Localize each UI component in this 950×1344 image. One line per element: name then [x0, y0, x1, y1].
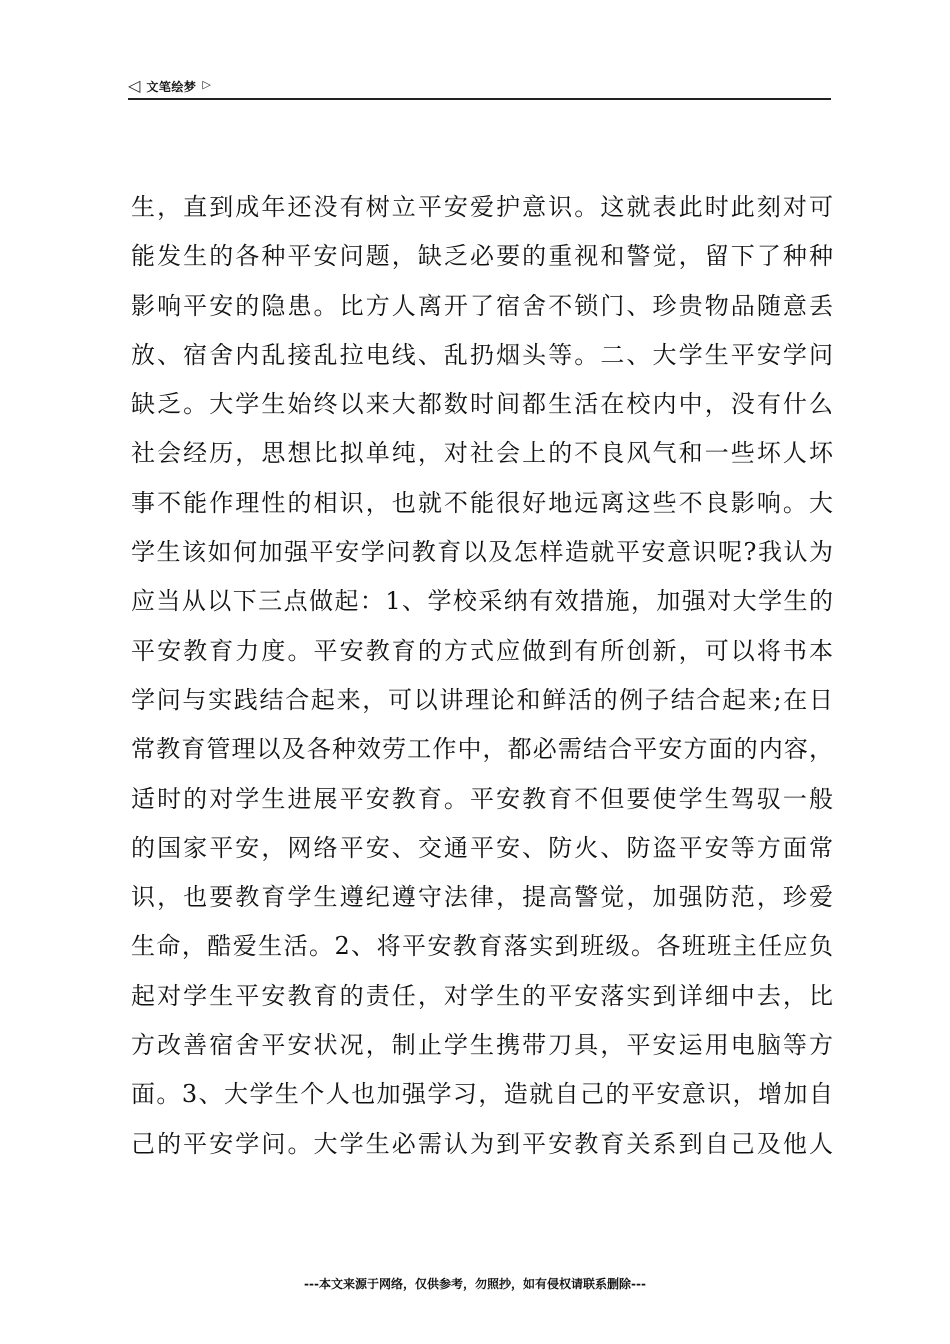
text-line: 社会经历，思想比拟单纯，对社会上的不良风气和一些坏人坏	[131, 439, 833, 468]
triangle-right-icon: ▷	[202, 77, 211, 91]
text-line: 缺乏。大学生始终以来大都数时间都生活在校内中，没有什么	[131, 390, 833, 419]
text-line: 能发生的各种平安问题，缺乏必要的重视和警觉，留下了种种	[131, 242, 833, 271]
text-line: 的国家平安，网络平安、交通平安、防火、防盗平安等方面常	[131, 833, 833, 862]
text-line: 适时的对学生进展平安教育。平安教育不但要使学生驾驭一般	[131, 784, 833, 813]
text-line: 生，直到成年还没有树立平安爱护意识。这就表此时此刻对可	[131, 193, 833, 221]
document-body	[131, 183, 833, 1169]
text-line: 识，也要教育学生遵纪遵守法律，提高警觉，加强防范，珍爱	[131, 883, 833, 912]
triangle-left-icon: ◁	[128, 76, 141, 95]
text-line: 事不能作理性的相识，也就不能很好地远离这些不良影响。大	[131, 488, 833, 517]
text-line: 面。3、大学生个人也加强学习，造就自己的平安意识，增加自	[131, 1080, 833, 1109]
text-line: 生命，酷爱生活。2、将平安教育落实到班级。各班班主任应负	[131, 932, 833, 961]
text-line: 起对学生平安教育的责任，对学生的平安落实到详细中去，比	[131, 981, 833, 1010]
text-line: 常教育管理以及各种效劳工作中，都必需结合平安方面的内容，	[131, 735, 833, 764]
text-line: 影响平安的隐患。比方人离开了宿舍不锁门、珍贵物品随意丢	[131, 291, 833, 320]
text-line: 方改善宿舍平安状况，制止学生携带刀具，平安运用电脑等方	[131, 1031, 833, 1060]
text-line: 应当从以下三点做起：1、学校采纳有效措施，加强对大学生的	[131, 587, 833, 616]
text-line: 学生该如何加强平安学问教育以及怎样造就平安意识呢?我认为	[131, 538, 833, 567]
header-title: 文笔绘梦	[146, 79, 197, 94]
page-header	[128, 74, 831, 100]
text-line: 放、宿舍内乱接乱拉电线、乱扔烟头等。二、大学生平安学问	[131, 340, 833, 369]
text-line: 己的平安学问。大学生必需认为到平安教育关系到自己及他人	[131, 1129, 833, 1158]
text-line: 学问与实践结合起来，可以讲理论和鲜活的例子结合起来;在日	[131, 685, 833, 714]
text-line: 平安教育力度。平安教育的方式应做到有所创新，可以将书本	[131, 636, 833, 665]
page-footer: ---本文来源于网络，仅供参考，勿照抄，如有侵权请联系删除---	[304, 1277, 646, 1291]
